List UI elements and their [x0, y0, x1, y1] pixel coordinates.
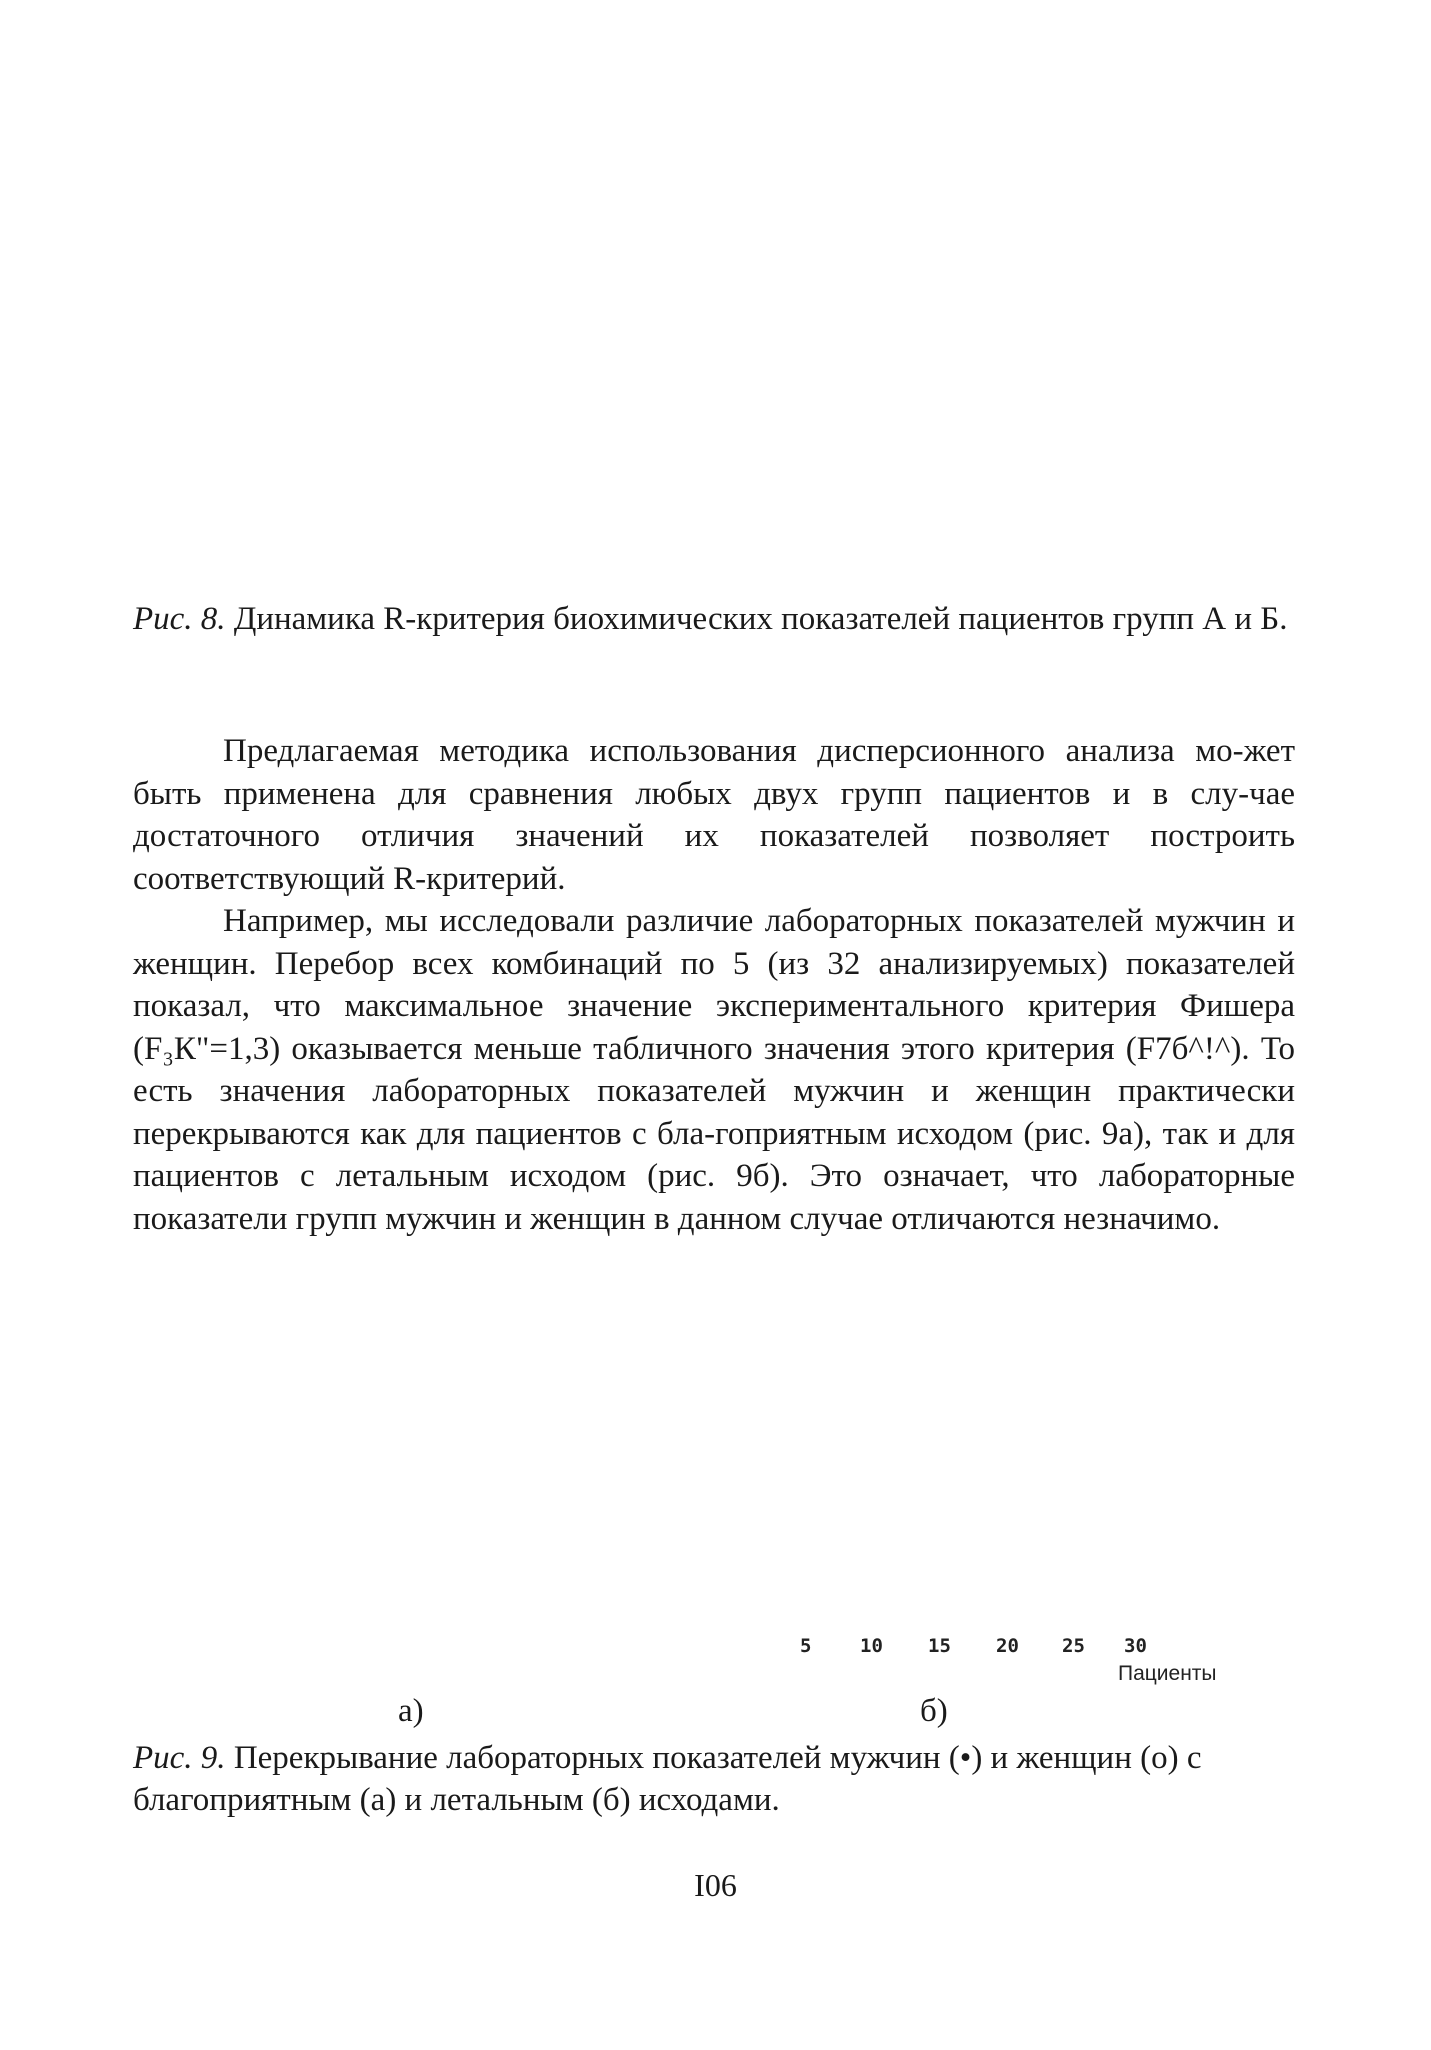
figure-9-caption-lead: Рис. 9.: [133, 1740, 226, 1776]
x-tick-label: 5: [800, 1635, 812, 1657]
x-tick-label: 10: [860, 1635, 883, 1657]
figure-9-caption-text: Перекрывание лабораторных показателей мужчин (•) и женщин (о) с благоприятным (а) и летальным (б) исходами.: [133, 1740, 1202, 1818]
figure-9-x-axis-label: Пациенты: [1118, 1662, 1217, 1685]
x-tick-label: 15: [928, 1635, 951, 1657]
paragraph-2: Например, мы исследовали различие лабораторных показателей мужчин и женщин. Перебор всех комбинаций по 5 (из 32 анализируемых) показателей показал, что максимальное значение экспериментального критерия Фишера (F₃К"=1,3) оказывается меньше табличного значения этого критерия (F7б^!^). То есть значения лабораторных показателей мужчин и женщин практически перекрываются как для пациентов с бла-гоприятным исходом (рис. 9а), так и для пациентов с летальным исходом (рис. 9б). Это означает, что лабораторные показатели групп мужчин и женщин в данном случае отличаются незначимо.: [133, 903, 1295, 1237]
page-number: I06: [694, 1867, 737, 1903]
figure-9-caption: [133, 1737, 1295, 1821]
paragraph-1: Предлагаемая методика использования дисперсионного анализа мо-жет быть применена для сравнения любых двух групп пациентов и в слу-чае достаточного отличия значений их показателей позволяет построить соответствующий R-критерий.: [133, 733, 1295, 897]
figure-8-caption-text: Динамика R-критерия биохимических показателей пациентов групп А и Б.: [225, 601, 1288, 637]
figure-9-panel-a-label: а): [398, 1693, 424, 1729]
x-tick-label: 20: [996, 1635, 1019, 1657]
x-tick-label: 30: [1124, 1635, 1147, 1657]
x-tick-label: 25: [1062, 1635, 1085, 1657]
body-text: [133, 730, 1295, 1240]
figure-9-x-axis-ticks: [800, 1635, 1220, 1665]
figure-9-panel-b-label: б): [920, 1693, 948, 1729]
figure-8-caption: [133, 598, 1295, 640]
figure-8-caption-lead: Рис. 8.: [133, 601, 226, 637]
